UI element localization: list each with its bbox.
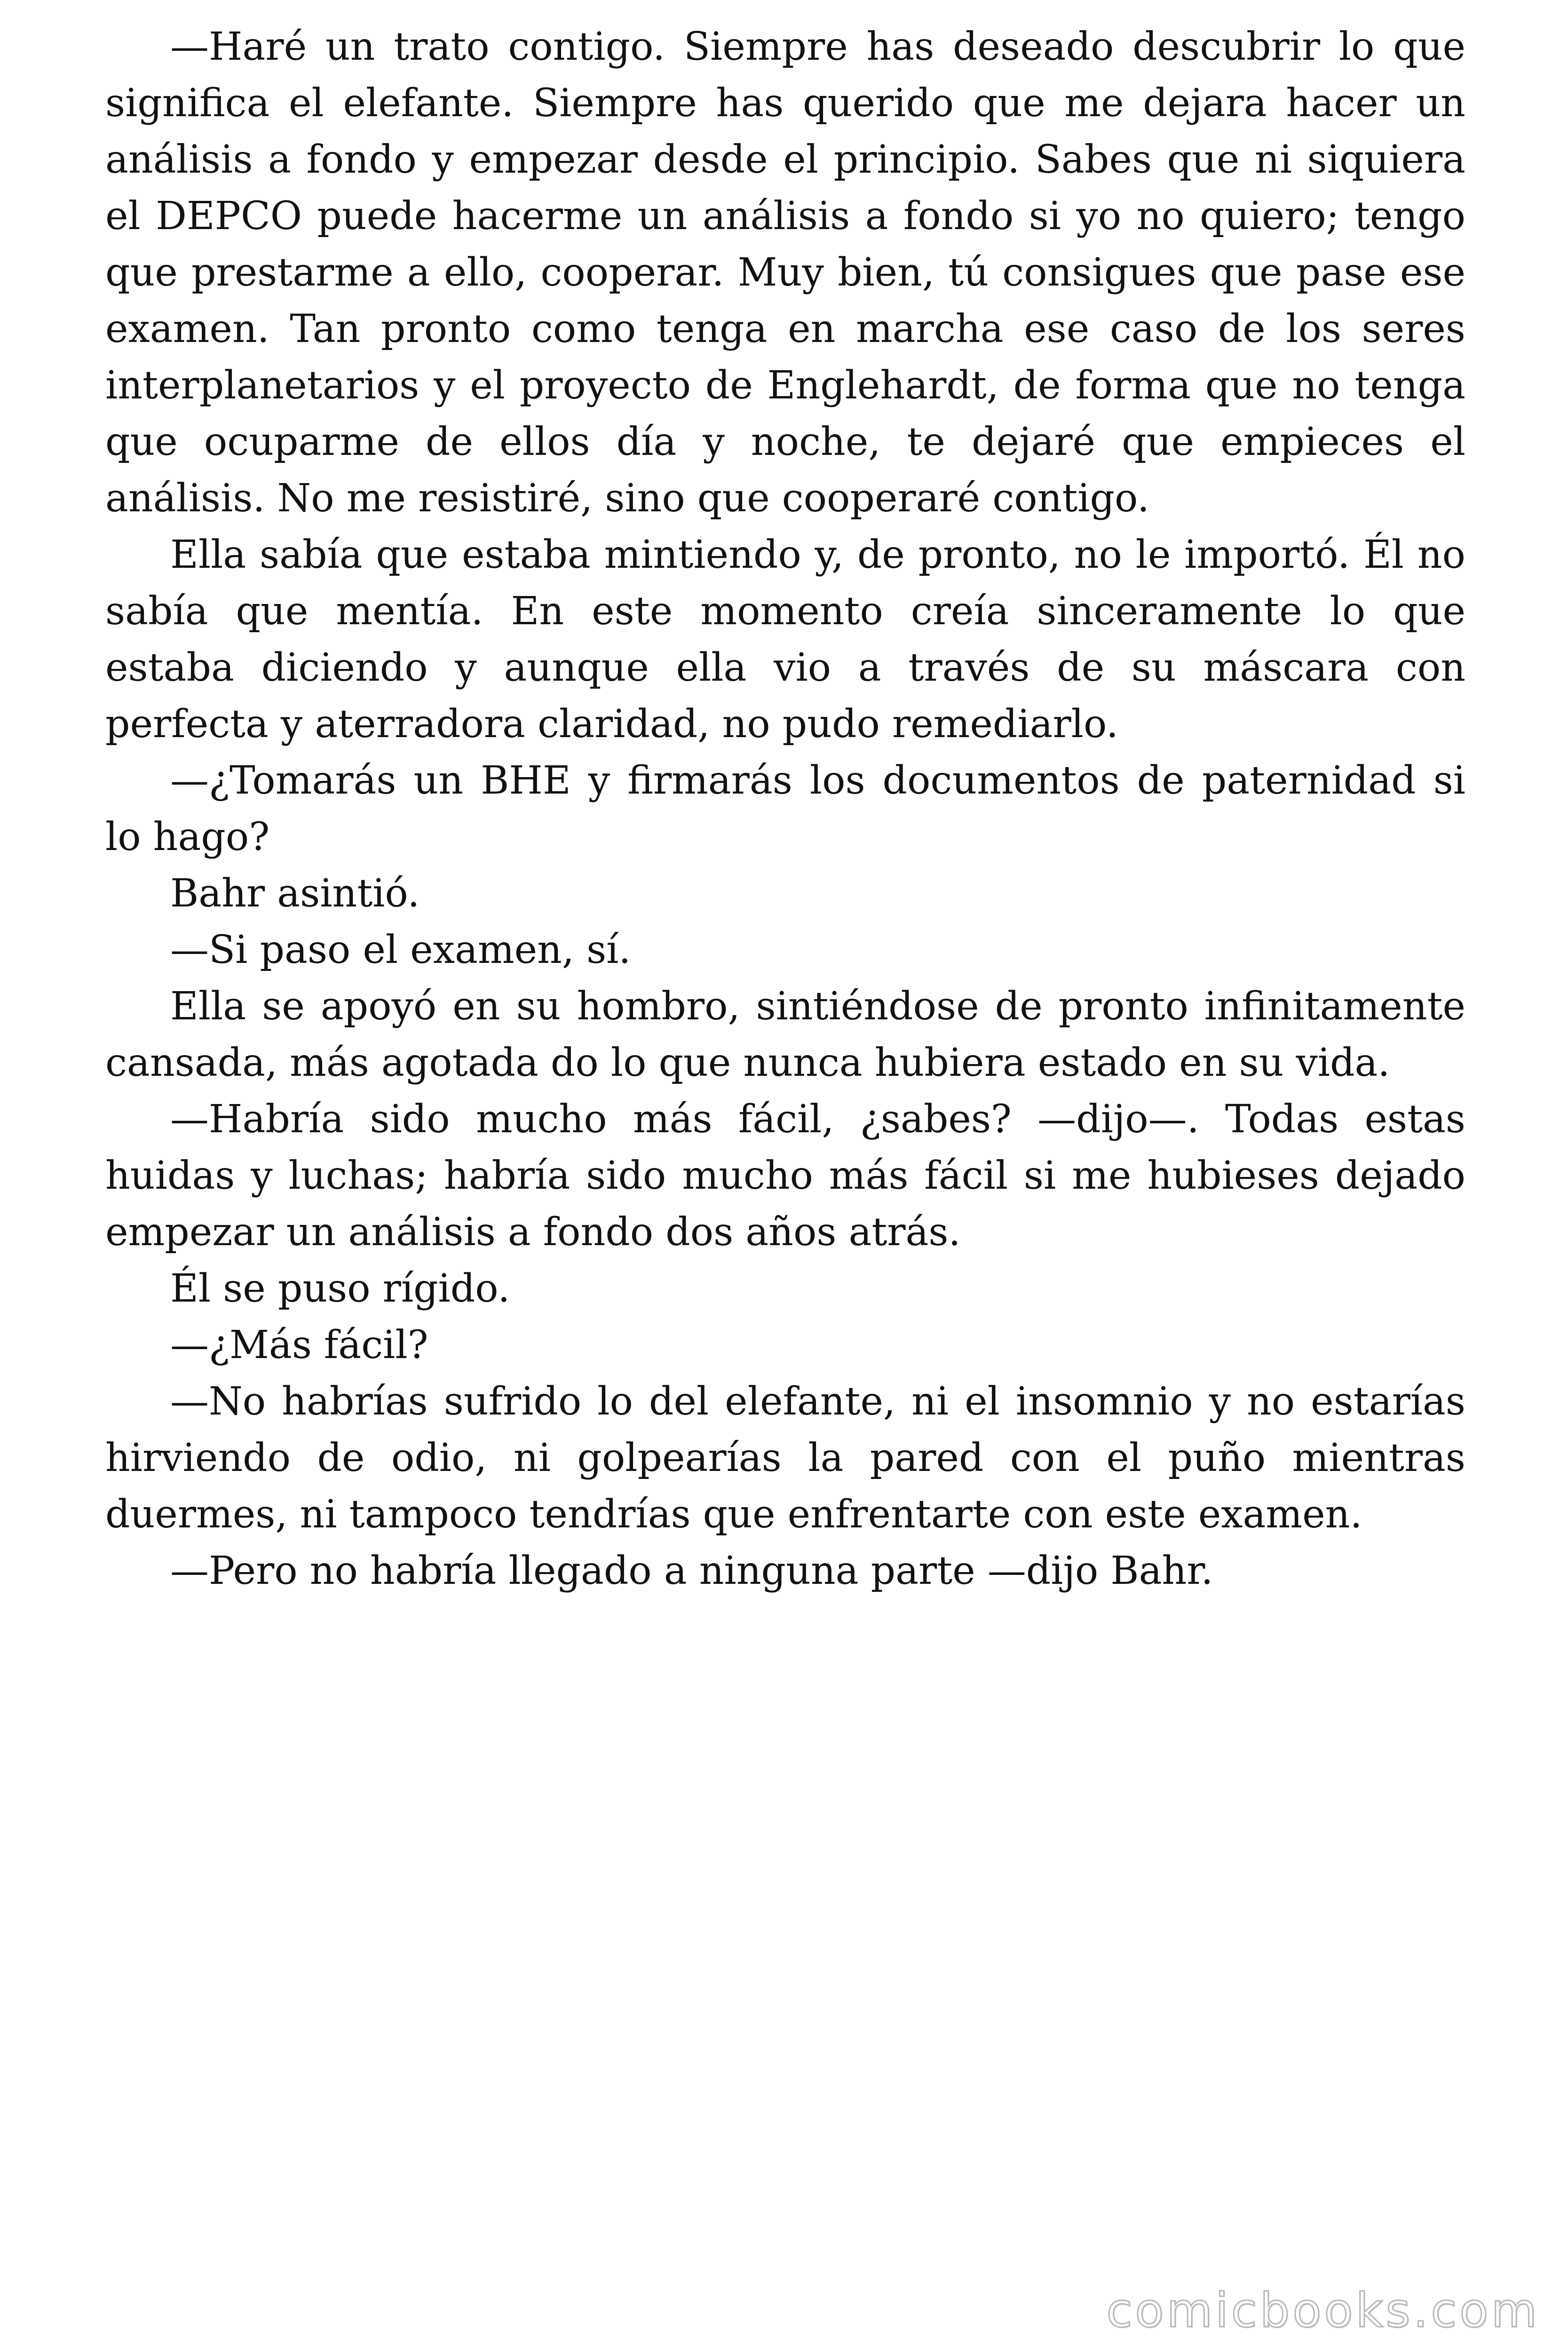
paragraph: Bahr asintió.: [170, 871, 420, 916]
paragraph: —Si paso el examen, sí.: [170, 928, 631, 972]
paragraph: —Habría sido mucho más fácil, ¿sabes? —dijo—. Todas estas huidas y luchas; habría sido mucho más fácil si me hubieses dejado empezar un análisis a fondo dos años atrás.: [105, 1097, 1465, 1255]
paragraph: —¿Tomarás un BHE y firmarás los documentos de paternidad si lo hago?: [105, 758, 1465, 859]
body-text: [105, 19, 1465, 1599]
paragraph: Él se puso rígido.: [170, 1266, 510, 1311]
watermark: comicbooks.com: [1106, 2283, 1540, 2338]
paragraph: Ella sabía que estaba mintiendo y, de pronto, no le importó. Él no sabía que mentía. En este momento creía sinceramente lo que estaba diciendo y aunque ella vio a través de su máscara con perfecta y aterradora claridad, no pudo remediarlo.: [105, 532, 1465, 747]
paragraph: —Haré un trato contigo. Siempre has deseado descubrir lo que significa el elefante. Siempre has querido que me dejara hacer un análisis a fondo y empezar desde el principio. Sabes que ni siquiera el DEPCO puede hacerme un análisis a fondo si yo no quiero; tengo que prestarme a ello, cooperar. Muy bien, tú consigues que pase ese examen. Tan pronto como tenga en marcha ese caso de los seres interplanetarios y el proyecto de Englehardt, de forma que no tenga que ocuparme de ellos día y noche, te dejaré que empieces el análisis. No me resistiré, sino que cooperaré contigo.: [105, 24, 1465, 521]
paragraph: —¿Más fácil?: [170, 1323, 428, 1367]
paragraph: —Pero no habría llegado a ninguna parte —dijo Bahr.: [170, 1549, 1213, 1593]
paragraph: —No habrías sufrido lo del elefante, ni el insomnio y no estarías hirviendo de odio, ni golpearías la pared con el puño mientras duermes, ni tampoco tendrías que enfrentarte con este examen.: [105, 1379, 1465, 1537]
paragraph: Ella se apoyó en su hombro, sintiéndose de pronto infinitamente cansada, más agotada do lo que nunca hubiera estado en su vida.: [105, 984, 1465, 1085]
